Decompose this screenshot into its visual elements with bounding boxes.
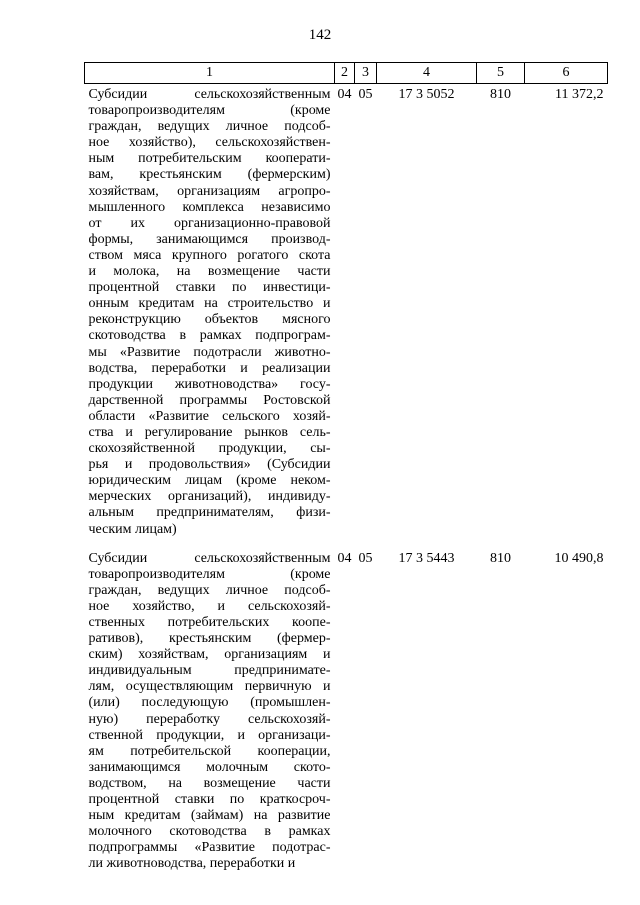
description-line: занимающимся молочным ското- [88, 759, 331, 775]
spacer-cell [377, 538, 477, 548]
target-article-code: 17 3 5052 [398, 87, 455, 102]
row-description [85, 548, 335, 873]
amount: 10 490,8 [554, 550, 604, 566]
spacer-cell [525, 538, 608, 548]
description-line: процентной ставки по краткосроч- [88, 792, 331, 808]
description-line: ственной продукции, и организаци- [88, 727, 331, 743]
description-line: реконструкцию объектов мясного [88, 312, 331, 328]
description-line: ративов), крестьянским (фермер- [88, 631, 331, 647]
target-article-code: 17 3 5443 [398, 550, 455, 566]
subsection-code: 05 [358, 87, 373, 102]
description-line: молочного скотоводства в рамках [88, 824, 331, 840]
description-line: товаропроизводителям (кроме [88, 103, 331, 119]
section-code: 04 [337, 550, 352, 566]
description-line: Субсидии сельскохозяйственным [88, 550, 331, 566]
amount: 11 372,2 [555, 87, 604, 102]
header-cell: 1 [85, 63, 335, 84]
spacer-cell [85, 538, 335, 548]
description-line: лям, осуществляющим первичную и [88, 679, 331, 695]
section-code: 04 [337, 87, 352, 102]
expense-type-code: 810 [490, 550, 511, 566]
description-line: мы «Развитие подотрасли животно- [88, 344, 331, 360]
header-cell: 6 [525, 63, 608, 84]
description-line: ям потребительской кооперации, [88, 743, 331, 759]
description-line: альным предпринимателям, физи- [88, 505, 331, 521]
description-line: хозяйствам, организациям агропро- [88, 183, 331, 199]
page-number: 142 [308, 27, 332, 43]
description-line: ным потребительским кооперати- [88, 151, 331, 167]
description-line: ное хозяйство), сельскохозяйствен- [88, 135, 331, 151]
description-line: ную) переработку сельскохозяй- [88, 711, 331, 727]
description-line: ческим лицам) [88, 521, 177, 537]
description-line: водства, переработки и реализации [88, 360, 331, 376]
table-row [85, 548, 608, 873]
table-header-row [85, 63, 608, 84]
description-line: от их организационно-правовой [88, 215, 331, 231]
description-line: скохозяйственной продукции, сы- [88, 441, 331, 457]
description-line: ли животноводства, переработки и [88, 856, 296, 872]
description-line: ным кредитам (займам) на развитие [88, 808, 331, 824]
spacer-cell [335, 538, 355, 548]
description-line: рья и продовольствия» (Субсидии [88, 457, 331, 473]
description-line: Субсидии сельскохозяйственным [88, 87, 331, 102]
spacer-cell [355, 538, 377, 548]
description-line: области «Развитие сельского хозяй- [88, 408, 331, 424]
description-line: мерческих организаций), индивиду- [88, 489, 331, 505]
subsection-code: 05 [358, 550, 373, 566]
description-line: формы, занимающимся производ- [88, 231, 331, 247]
description-line: юридическим лицам (кроме неком- [88, 473, 331, 489]
row-spacer [85, 538, 608, 548]
header-cell: 4 [377, 63, 477, 84]
description-line: граждан, ведущих личное подсоб- [88, 582, 331, 598]
description-line: продукции животноводства» госу- [88, 376, 331, 392]
description-line: индивидуальным предпринимате- [88, 663, 331, 679]
header-cell: 2 [335, 63, 355, 84]
expense-type-code: 810 [490, 87, 511, 102]
description-line: скотоводства в рамках подпрограм- [88, 328, 331, 344]
description-line: онным кредитам на строительство и [88, 296, 331, 312]
row-description [85, 84, 335, 538]
spacer-cell [477, 538, 525, 548]
description-line: ственных потребительских коопе- [88, 615, 331, 630]
description-line: (или) последующую (промышлен- [88, 695, 331, 711]
table-row [85, 84, 608, 538]
description-line: граждан, ведущих личное подсоб- [88, 119, 331, 135]
description-line: водством, на возмещение части [88, 775, 331, 791]
description-line: вам, крестьянским (фермерским) [88, 167, 331, 183]
header-cell: 3 [355, 63, 377, 84]
description-line: ства и регулирование рынков сель- [88, 424, 331, 440]
description-line: ное хозяйство, и сельскохозяй- [88, 598, 331, 614]
description-line: товаропроизводителям (кроме [88, 566, 331, 582]
description-line: и молока, на возмещение части [88, 264, 331, 280]
budget-table [84, 62, 608, 873]
description-line: подпрограммы «Развитие подотрас- [88, 840, 331, 856]
description-line: дарственной программы Ростовской [88, 392, 331, 408]
description-line: ским) хозяйствам, организациям и [88, 647, 331, 663]
header-cell: 5 [477, 63, 525, 84]
description-line: процентной ставки по инвестици- [88, 280, 331, 296]
description-line: мышленного комплекса независимо [88, 199, 331, 215]
description-line: ством мяса крупного рогатого скота [88, 247, 331, 263]
